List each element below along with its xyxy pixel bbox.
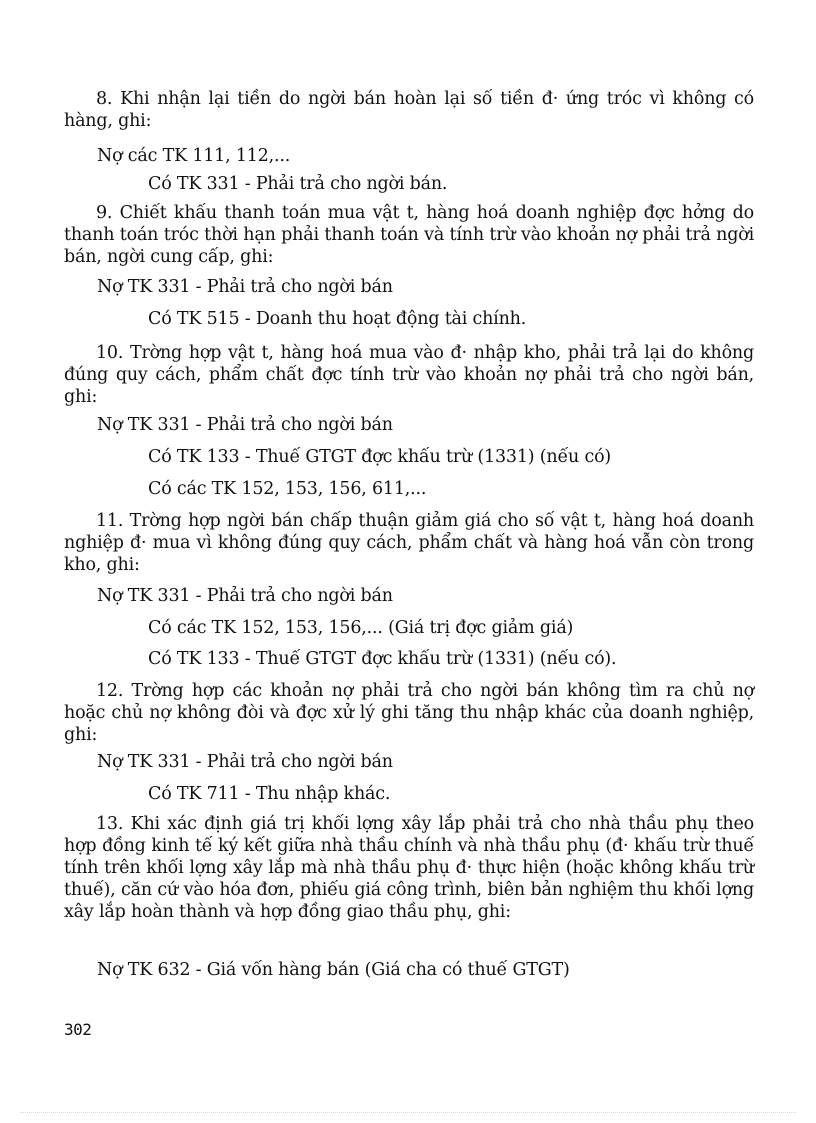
entry-credit-8: Có TK 331 - Phải trả cho ngời bán. — [148, 174, 448, 194]
entry-debit-10: Nợ TK 331 - Phải trả cho ngời bán — [97, 415, 393, 435]
entry-debit-12: Nợ TK 331 - Phải trả cho ngời bán — [97, 752, 393, 772]
entry-credit-10a: Có TK 133 - Thuế GTGT đợc khấu trừ (1331) (nếu có) — [148, 447, 612, 467]
entry-credit-10b: Có các TK 152, 153, 156, 611,... — [148, 479, 427, 499]
paragraph-10: 10. Trờng hợp vật t, hàng hoá mua vào đ· nhập kho, phải trả lại do không đúng quy cách, phẩm chất đợc tính trừ vào khoản nợ phải trả cho ngời bán, ghi: — [64, 343, 754, 407]
entry-debit-11: Nợ TK 331 - Phải trả cho ngời bán — [97, 586, 393, 606]
paragraph-9: 9. Chiết khấu thanh toán mua vật t, hàng hoá doanh nghiệp đợc hởng do thanh toán tróc thời hạn phải thanh toán và tính trừ vào khoản nợ phải trả ngời bán, ngời cung cấp, ghi: — [64, 203, 754, 267]
entry-credit-9: Có TK 515 - Doanh thu hoạt động tài chính. — [148, 309, 527, 329]
paragraph-12: 12. Trờng hợp các khoản nợ phải trả cho ngời bán không tìm ra chủ nợ hoặc chủ nợ không đòi và đợc xử lý ghi tăng thu nhập khác của doanh nghiệp, ghi: — [64, 681, 754, 745]
page-bottom-rule — [20, 1112, 796, 1113]
entry-credit-11a: Có các TK 152, 153, 156,... (Giá trị đợc giảm giá) — [148, 618, 574, 638]
entry-credit-11b: Có TK 133 - Thuế GTGT đợc khấu trừ (1331) (nếu có). — [148, 649, 617, 669]
entry-debit-13: Nợ TK 632 - Giá vốn hàng bán (Giá cha có thuế GTGT) — [97, 960, 570, 980]
paragraph-13: 13. Khi xác định giá trị khối lợng xây lắp phải trả cho nhà thầu phụ theo hợp đồng kinh tế ký kết giữa nhà thầu chính và nhà thầu phụ (đ· khấu trừ thuế tính trên khối lợng xây lắp mà nhà thầu phụ đ· thực hiện (hoặc không khấu trừ thuế), căn cứ vào hóa đơn, phiếu giá công trình, biên bản nghiệm thu khối lợng xây lắp hoàn thành và hợp đồng giao thầu phụ, ghi: — [64, 814, 754, 922]
entry-debit-9: Nợ TK 331 - Phải trả cho ngời bán — [97, 277, 393, 297]
entry-credit-12: Có TK 711 - Thu nhập khác. — [148, 784, 391, 804]
entry-debit-8: Nợ các TK 111, 112,... — [97, 146, 291, 166]
paragraph-11: 11. Trờng hợp ngời bán chấp thuận giảm giá cho số vật t, hàng hoá doanh nghiệp đ· mua vì không đúng quy cách, phẩm chất và hàng hoá vẫn còn trong kho, ghi: — [64, 511, 754, 575]
paragraph-8: 8. Khi nhận lại tiền do ngời bán hoàn lại số tiền đ· ứng tróc vì không có hàng, ghi: — [64, 89, 754, 131]
page-number: 302 — [64, 1020, 92, 1039]
